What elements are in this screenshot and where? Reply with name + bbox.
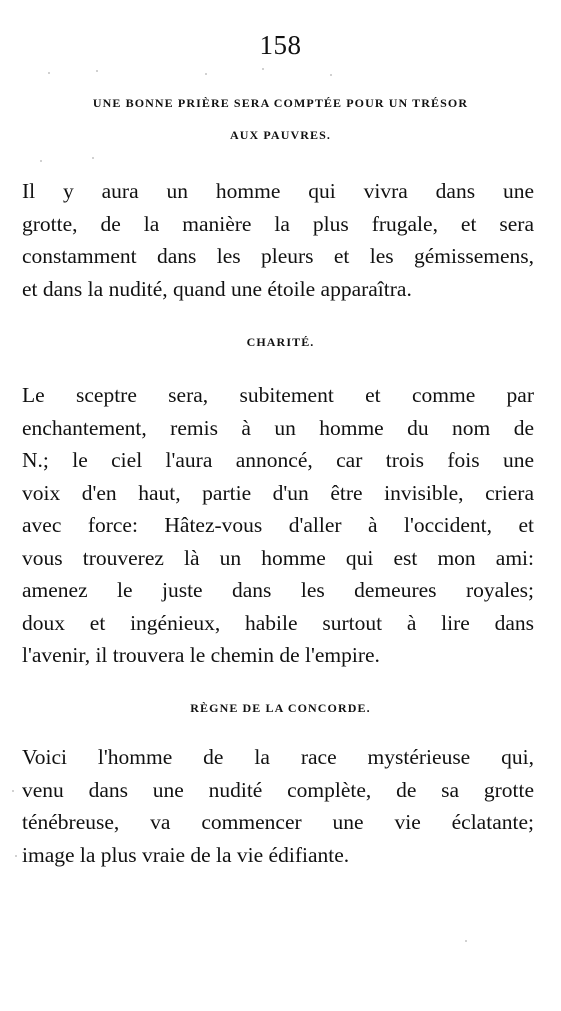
text-line: amenez le juste dans les demeures royales; (22, 578, 534, 602)
print-speck (12, 790, 14, 792)
paragraph-charite (22, 379, 534, 672)
text-line: doux et ingénieux, habile surtout à lire dans (22, 610, 534, 635)
section-heading-charite (0, 326, 561, 358)
text-line: ténébreuse, va commencer une vie éclatante; (22, 810, 534, 834)
print-speck (205, 73, 207, 75)
print-speck (15, 855, 17, 857)
text-line: voix d'en haut, partie d'un être invisible, criera (22, 480, 534, 505)
text-line: enchantement, remis à un homme du nom de (22, 415, 534, 440)
heading-line: CHARITÉ. (246, 335, 315, 349)
section-heading-concorde (0, 692, 561, 724)
text-line: et dans la nudité, quand une étoile apparaîtra. (22, 276, 412, 301)
text-line: venu dans une nudité complète, de sa grotte (22, 777, 534, 802)
paragraph-concorde (22, 741, 534, 871)
print-speck (48, 72, 50, 74)
print-speck (465, 940, 467, 942)
page-number: 158 (259, 30, 302, 60)
heading-line: AUX PAUVRES. (230, 128, 331, 142)
text-line: l'avenir, il trouvera le chemin de l'empire. (22, 643, 380, 667)
text-line: constamment dans les pleurs et les gémissemens, (22, 244, 534, 268)
print-speck (92, 157, 94, 159)
text-line: Voici l'homme de la race mystérieuse qui, (22, 745, 534, 769)
section-heading-priere (0, 87, 561, 151)
print-speck (330, 74, 332, 76)
text-line: vous trouverez là un homme qui est mon ami: (22, 545, 534, 570)
text-line: avec force: Hâtez-vous d'aller à l'occident, et (22, 513, 534, 537)
print-speck (96, 70, 98, 72)
heading-line: RÈGNE DE LA CONCORDE. (190, 701, 371, 715)
text-line: N.; le ciel l'aura annoncé, car trois fois une (22, 448, 534, 472)
print-speck (262, 68, 264, 70)
text-line: grotte, de la manière la plus frugale, et sera (22, 211, 534, 236)
text-line: Le sceptre sera, subitement et comme par (22, 383, 534, 407)
heading-line: UNE BONNE PRIÈRE SERA COMPTÉE POUR UN TRÉSOR (92, 96, 469, 110)
paragraph-priere (22, 175, 534, 305)
text-line: Il y aura un homme qui vivra dans une (22, 179, 534, 203)
print-speck (40, 160, 42, 162)
text-line: image la plus vraie de la vie édifiante. (22, 842, 350, 867)
